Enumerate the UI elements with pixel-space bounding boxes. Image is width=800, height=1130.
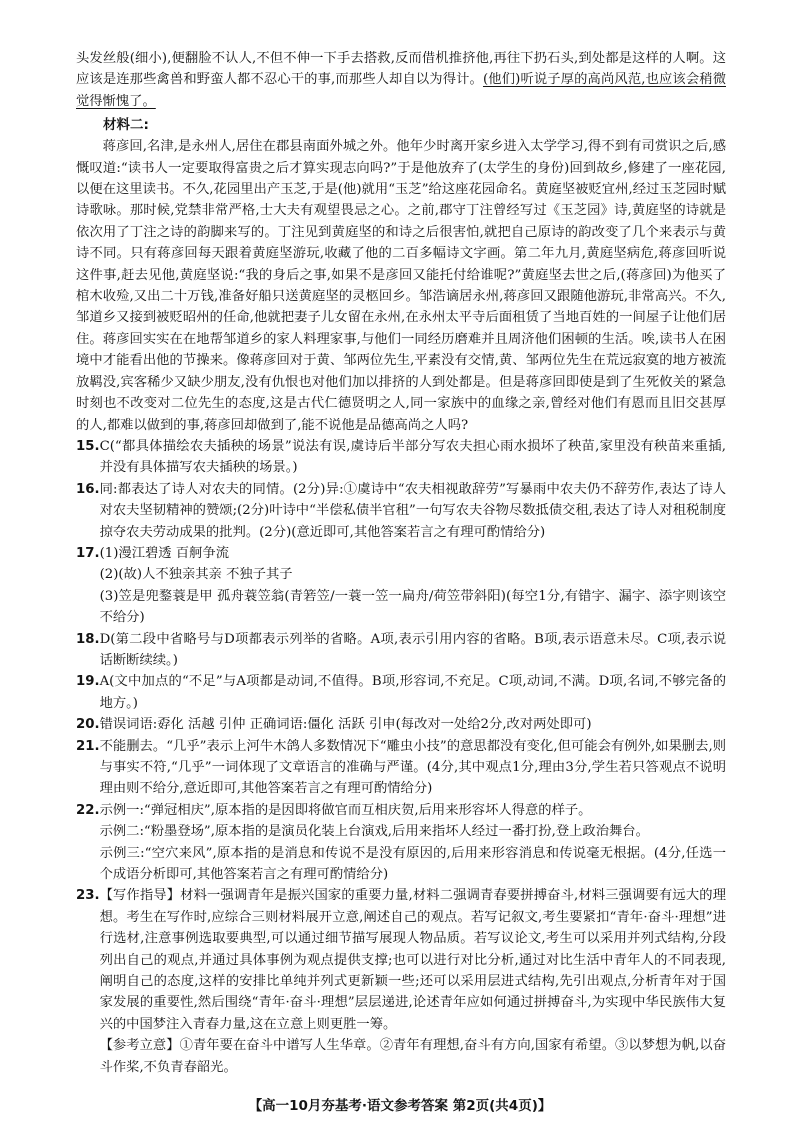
answer-body (100, 800, 726, 886)
answer-body (100, 543, 726, 629)
page-footer: 【高一10月夯基考·语文参考答案 第2页(共4页)】 (248, 1098, 552, 1114)
answer-line: 错误词语:孬化 活越 引仲 正确词语:僵化 活跃 引申(每改对一处给2分,改对两处即可) (99, 717, 592, 733)
answer-body (100, 671, 726, 714)
answer-line: (2)(故)人不独亲其亲 不独子其子 (99, 567, 293, 583)
answer-line: 【写作指导】材料一强调青年是振兴国家的重要力量,材料二强调青春要拼搏奋斗,材料三强调要有远大的理想。考生在写作时,应综合三则材料展开立意,阐述自己的观点。若写记叙文,考生要紧扣“青年·奋斗·理想”进行选材,注意事例选取要典型,可以通过细节描写展现人物品质。若写议论文,考生可以采用并列式结构,分段列出自己的观点,并通过具体事例为观点提供支撑;也可以进行对比分析,通过对比生活中青年人的不同表现,阐明自己的态度,这样的安排比单纯并列式更新颖一些;还可以采用层进式结构,先引出观点,分析青年对于国家发展的重要性,然后围绕“青年·奋斗·理想”层层递进,论述青年应如何通过拼搏奋斗,为实现中华民族伟大复兴的中国梦注入青春力量,这在立意上则更胜一筹。 (99, 888, 726, 1032)
answer-line: 示例一:“弹冠相庆”,原本指的是因即将做官而互相庆贺,后用来形容坏人得意的样子。 (99, 802, 592, 818)
answer-number: 23. (76, 888, 100, 904)
answer-line: 不能删去。“几乎”表示上河牛木鸽人多数情况下“雕虫小技”的意思都没有变化,但可能会有例外,如果删去,则与事实不符,“几乎”一词体现了文章语言的准确与严谨。(4分,其中观点1分,理由3分,学生若只答观点不说明理由则不给分,意近即可,其他答案若言之有理可酌情给分) (99, 738, 726, 797)
answer-page (76, 48, 726, 1078)
answer-item (76, 436, 726, 479)
top-paragraph (76, 48, 726, 112)
answer-number: 17. (76, 545, 100, 561)
answer-number: 15. (76, 438, 100, 454)
answer-item (76, 736, 726, 800)
answer-line: 【参考立意】①青年要在奋斗中谱写人生华章。②青年有理想,奋斗有方向,国家有希望。③以梦想为帆,以奋斗作桨,不负青春韶光。 (99, 1038, 726, 1075)
answer-item (76, 479, 726, 543)
answer-number: 19. (76, 674, 100, 690)
answer-line: A(文中加点的“不足”与A项都是动词,不值得。B项,形容词,不充足。C项,动词,不满。D项,名词,不够完备的地方。) (99, 674, 726, 711)
material2-paragraph: 蒋彦回,名津,是永州人,居住在郡县南面外城之外。他年少时离开家乡进入太学学习,得不到有司赏识之后,感慨叹道:“读书人一定要取得富贵之后才算实现志向吗?”于是他放弃了(太学生的身份)回到故乡,修建了一座花园,以便在这里读书。不久,花园里出产玉芝,于是(他)就用“玉芝”给这座花园命名。黄庭坚被贬宜州,经过玉芝园时赋诗歌咏。那时候,党禁非常严格,士大夫有观望畏忌之心。之前,郡守丁注曾经写过《玉芝园》诗,黄庭坚的诗就是依次用了丁注之诗的韵脚来写的。丁注见到黄庭坚的和诗之后很害怕,就把自己原诗的韵改变了几个来表示与黄诗不同。只有蒋彦回每天跟着黄庭坚游玩,收藏了他的二百多幅诗文字画。第二年九月,黄庭坚病危,蒋彦回听说这件事,赶去见他,黄庭坚说:“我的身后之事,如果不是彦回又能托付给谁呢?”黄庭坚去世之后,(蒋彦回)为他买了棺木收殓,又出二十万钱,准备好船只送黄庭坚的灵柩回乡。邹浩谪居永州,蒋彦回又跟随他游玩,非常高兴。不久,邹道乡又接到被贬昭州的任命,他就把妻子儿女留在永州,在永州太平寺后面租赁了当地百姓的一间屋子让他们居住。蒋彦回实实在在地帮邹道乡的家人料理家事,与他们一同经历磨难并且周济他们困顿的生活。唉,读书人在困境中才能看出他的节操来。像蒋彦回对于黄、邹两位先生,平素没有交情,黄、邹两位先生在荒远寂寞的地方被流放羁没,宾客稀少又缺少朋友,没有仇恨也对他们加以排挤的人到处都是。但是蒋彦回即使是到了生死攸关的紧急时刻也不改变对二位先生的态度,这是古代仁德贤明之人,同一家族中的血缘之亲,曾经对他们有恩而且旧交甚厚的人,都难以做到的事,蒋彦回却做到了,能不说他是品德高尚之人吗? (76, 139, 726, 433)
material2-heading: 材料二: (103, 117, 149, 134)
answer-item (76, 714, 726, 735)
top-paragraph-underlined: (他们)听说子厚的高尚风范,也应该会稍微觉得惭愧了。 (76, 72, 726, 109)
answer-line: 示例二:“粉墨登场”,原本指的是演员化装上台演戏,后用来指坏人经过一番打扮,登上政治舞台。 (99, 824, 649, 840)
answer-number: 21. (76, 738, 100, 754)
answer-number: 16. (76, 481, 100, 497)
answer-body (100, 885, 726, 1078)
answer-body (100, 629, 726, 672)
answer-line: (1)漫江碧透 百舸争流 (99, 545, 229, 561)
answer-line: (3)笠是兜鍪蓑是甲 孤舟蓑笠翁(青箬笠/一蓑一笠一扁舟/荷笠带斜阳)(每空1分,有错字、漏字、添字则该空不给分) (99, 588, 726, 626)
answer-body (100, 436, 726, 479)
answer-body (100, 714, 726, 735)
answer-number: 18. (76, 631, 100, 647)
top-paragraph-text: 头发丝般(细小),便翻脸不认人,不但不伸一下手去搭救,反而借机推挤他,再往下扔石头,到处都是这样的人啊。这应该是连那些禽兽和野蛮人都不忍心干的事,而那些人却自以为得计。 (76, 51, 726, 88)
answer-number: 20. (76, 717, 100, 733)
answer-line: C(“都具体描绘农夫插秧的场景”说法有误,虞诗后半部分写农夫担心雨水损坏了秧苗,家里没有秧苗来重插,并没有具体描写农夫插秧的场景。) (99, 438, 726, 476)
answer-item (76, 543, 726, 629)
answer-line: D(第二段中省略号与D项都表示列举的省略。A项,表示引用内容的省略。B项,表示语意未尽。C项,表示说话断断续续。) (99, 631, 726, 668)
answer-item (76, 629, 726, 672)
answer-item (76, 800, 726, 886)
answer-item (76, 671, 726, 714)
answer-list (76, 436, 726, 1078)
answer-item (76, 885, 726, 1078)
answer-number: 22. (76, 802, 100, 818)
answer-line: 同:都表达了诗人对农夫的同情。(2分)异:①虞诗中“农夫相视敢辞劳”写暴雨中农夫仍不辞劳作,表达了诗人对农夫坚韧精神的赞颂;(2分)叶诗中“半偿私债半官租”一句写农夫谷物尽数抵债交租,表达了诗人对租税制度掠夺农夫劳动成果的批判。(2分)(意近即可,其他答案若言之有理可酌情给分) (99, 481, 726, 540)
answer-body (100, 736, 726, 800)
answer-line: 示例三:“空穴来风”,原本指的是消息和传说不是没有原因的,后用来形容消息和传说毫无根据。(4分,任选一个成语分析即可,其他答案若言之有理可酌情给分) (99, 845, 726, 883)
answer-body (100, 479, 726, 543)
